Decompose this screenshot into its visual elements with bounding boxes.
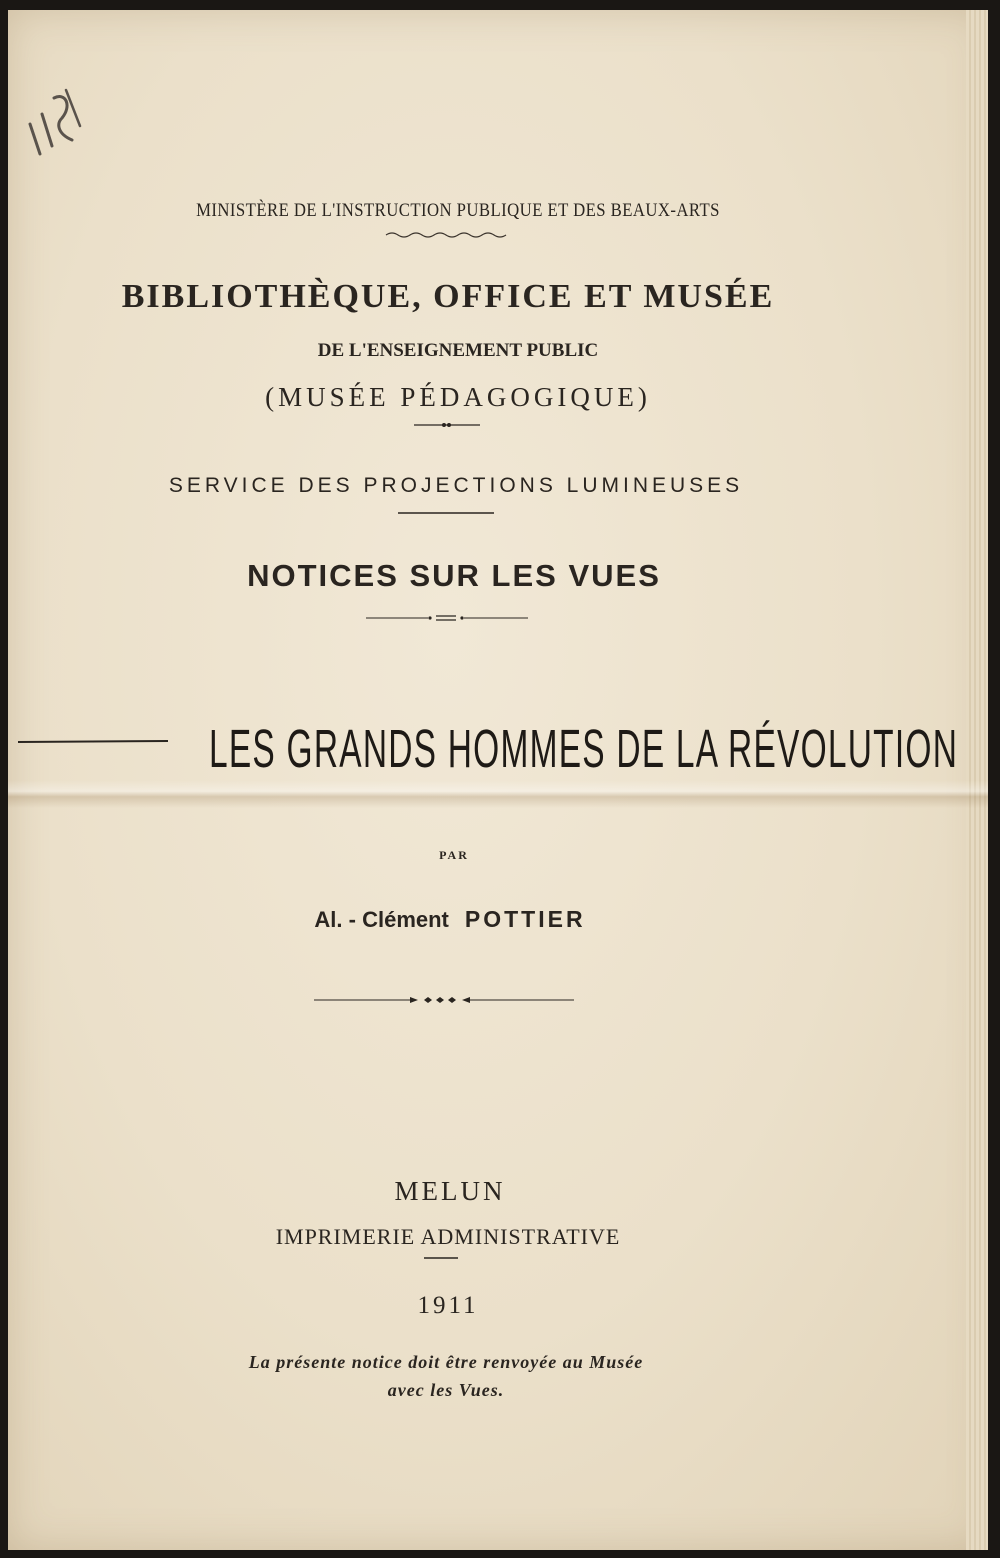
return-notice-line-2: avec les Vues. bbox=[387, 1380, 505, 1400]
library-heading: BIBLIOTHÈQUE, OFFICE ET MUSÉE bbox=[121, 278, 775, 315]
publication-year: 1911 bbox=[417, 1292, 479, 1319]
double-dash-rule-ornament bbox=[366, 612, 528, 624]
return-notice-line-1: La présente notice doit être renvoyée au Musée bbox=[248, 1352, 644, 1372]
document-page bbox=[8, 10, 988, 1550]
handwritten-mark-icon bbox=[22, 84, 92, 174]
diamond-rule-ornament bbox=[314, 994, 574, 1006]
author-first-name: Al. - Clément bbox=[314, 907, 449, 932]
printer-line: IMPRIMERIE ADMINISTRATIVE bbox=[275, 1224, 621, 1249]
musee-pedagogique-heading: (MUSÉE PÉDAGOGIQUE) bbox=[265, 382, 651, 412]
author-line bbox=[8, 906, 900, 933]
author-surname: POTTIER bbox=[464, 906, 586, 932]
wavy-rule-ornament bbox=[384, 230, 514, 240]
title-strike-line bbox=[18, 738, 168, 746]
small-rule-ornament bbox=[412, 420, 482, 430]
city-line: MELUN bbox=[394, 1176, 506, 1206]
notices-heading: NOTICES SUR LES VUES bbox=[247, 558, 661, 593]
par-label: PAR bbox=[439, 848, 469, 862]
enseignement-subheading: DE L'ENSEIGNEMENT PUBLIC bbox=[317, 340, 599, 361]
plain-rule-ornament bbox=[398, 510, 494, 516]
ministry-heading: MINISTÈRE DE L'INSTRUCTION PUBLIQUE ET DES BEAUX-ARTS bbox=[196, 200, 720, 221]
service-heading: SERVICE DES PROJECTIONS LUMINEUSES bbox=[168, 474, 744, 497]
short-rule-ornament bbox=[424, 1256, 458, 1260]
main-title: LES GRANDS HOMMES DE LA RÉVOLUTION bbox=[209, 719, 959, 779]
fold-crease bbox=[8, 780, 988, 808]
